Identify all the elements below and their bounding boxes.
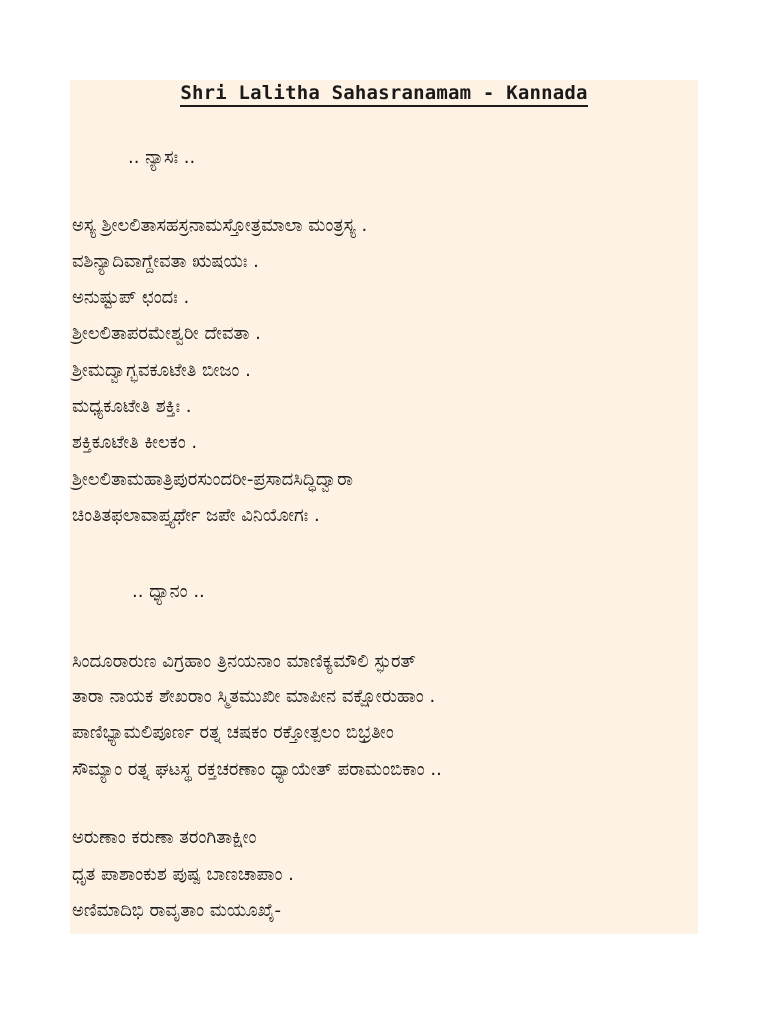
dhyana-line: ಅಣಿಮಾದಿಭಿ ರಾವೃತಾಂ ಮಯೂಖೈ- — [72, 900, 282, 921]
nyasa-line: ಶಕ್ತಿಕೂಟೇತಿ ಕೀಲಕಂ . — [72, 432, 198, 453]
nyasa-heading: .. ನ್ಯಾಸಃ .. — [128, 147, 196, 168]
dhyana-line: ಧೃತ ಪಾಶಾಂಕುಶ ಪುಷ್ಪ ಬಾಣಚಾಪಾಂ . — [72, 864, 294, 885]
document-title — [70, 82, 698, 104]
nyasa-line: ಮಧ್ಯಕೂಟೇತಿ ಶಕ್ತಿಃ . — [72, 396, 192, 417]
nyasa-line: ಅಸ್ಯ ಶ್ರೀಲಲಿತಾಸಹಸ್ರನಾಮಸ್ತೋತ್ರಮಾಲಾ ಮಂತ್ರಸ್ಯ . — [72, 215, 368, 236]
nyasa-line: ಶ್ರೀಲಲಿತಾಮಹಾತ್ರಿಪುರಸುಂದರೀ-ಪ್ರಸಾದಸಿದ್ಧಿದ್ವಾರಾ — [72, 469, 353, 490]
nyasa-line: ವಶಿನ್ಯಾದಿವಾಗ್ದೇವತಾ ಋಷಯಃ . — [72, 251, 259, 272]
nyasa-line: ಶ್ರೀಲಲಿತಾಪರಮೇಶ್ವರೀ ದೇವತಾ . — [72, 323, 261, 344]
dhyana-line: ತಾರಾ ನಾಯಕ ಶೇಖರಾಂ ಸ್ಮಿತಮುಖೀ ಮಾಪೀನ ವಕ್ಷೋರುಹಾಂ . — [72, 686, 436, 707]
nyasa-line: ಚಿಂತಿತಫಲಾವಾಪ್ತ್ಯರ್ಥೇ ಜಪೇ ವಿನಿಯೋಗಃ . — [72, 505, 320, 526]
document-page — [70, 80, 698, 934]
dhyana-line: ಅರುಣಾಂ ಕರುಣಾ ತರಂಗಿತಾಕ್ಷೀಂ — [72, 827, 257, 848]
dhyana-line: ಸೌಮ್ಯಾಂ ರತ್ನ ಘಟಸ್ಥ ರಕ್ತಚರಣಾಂ ಧ್ಯಾಯೇತ್ ಪರಾಮಂಬಿಕಾಂ .. — [72, 759, 442, 780]
dhyana-line: ಸಿಂದೂರಾರುಣ ವಿಗ್ರಹಾಂ ತ್ರಿನಯನಾಂ ಮಾಣಿಕ್ಯಮೌಲಿ ಸ್ಫುರತ್ — [72, 651, 416, 672]
title-text: Shri Lalitha Sahasranamam - Kannada — [180, 82, 587, 107]
dhyana-line: ಪಾಣಿಭ್ಯಾಮಲಿಪೂರ್ಣ ರತ್ನ ಚಷಕಂ ರಕ್ತೋತ್ಪಲಂ ಬಿಭ್ರತೀಂ — [72, 722, 394, 743]
nyasa-line: ಶ್ರೀಮದ್ವಾಗ್ಭವಕೂಟೇತಿ ಬೀಜಂ . — [72, 360, 251, 381]
nyasa-line: ಅನುಷ್ಟುಪ್ ಛಂದಃ . — [72, 287, 190, 308]
dhyana-heading: .. ಧ್ಯಾನಂ .. — [132, 581, 205, 602]
